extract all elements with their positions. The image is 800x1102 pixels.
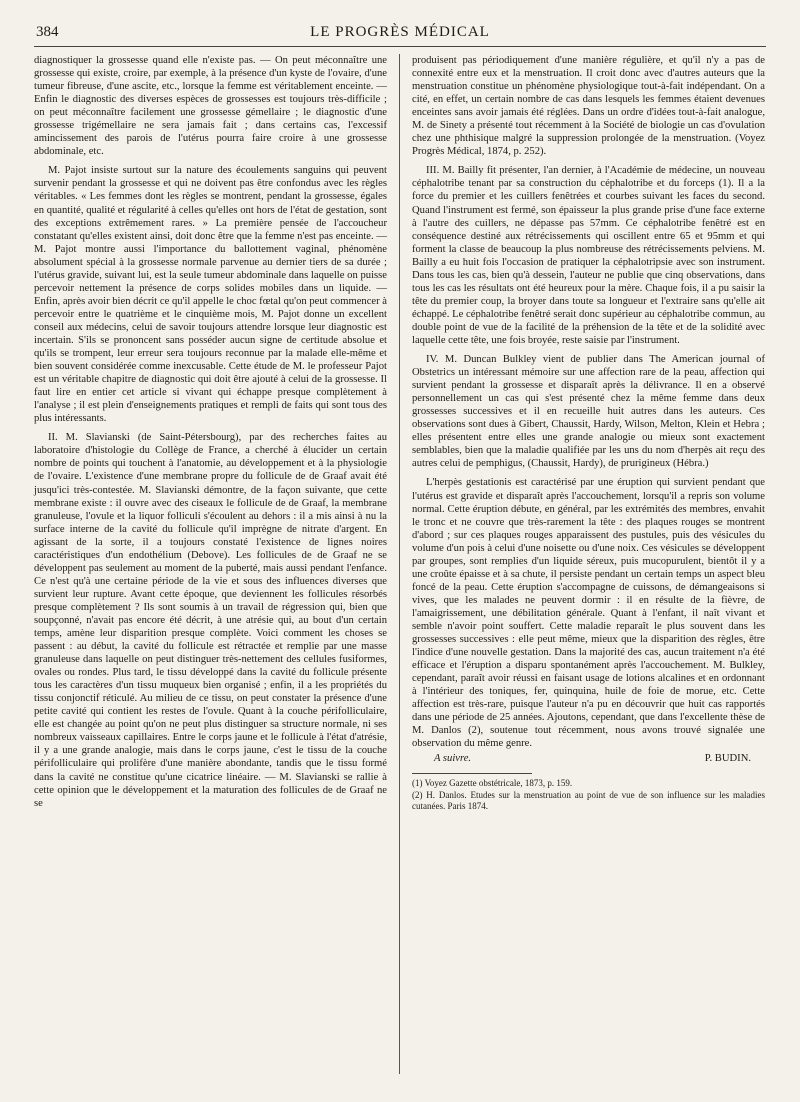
to-be-continued: A suivre. <box>434 753 472 765</box>
footnote-rule <box>412 773 532 774</box>
paragraph: IV. M. Duncan Bulkley vient de publier dans The American journal of Obstetrics un intéressant mémoire sur une affection rare de la peau, affection qui survient pendant la grossesse et disparaît après la délivrance. Il en a observé personnellement un cas qui s'est présenté chez la même femme dans deux grossesses successives et il en recueille huit autres dans les auteurs. Ces observations sont dues à Gibert, Chaussit, Hardy, Wilson, Melton, Klein et Hebra ; elles présentent entre elles une grande analogie ou mieux sont exactement semblables, bien que la maladie qualifiée par les uns du nom d'herpès ait reçu des autres celui de pemphigus, (Chaussit, Hardy), de prurigineux (Hébra.) <box>412 354 765 470</box>
paragraph: III. M. Bailly fit présenter, l'an dernier, à l'Académie de médecine, un nouveau céphalotribe tenant par sa construction du céphalotribe et du forceps (1). Il a la force du premier et les cuillers fenêtrées et courbes suivant les faces du second. Quand l'instrument est fermé, son épaisseur la plus grande prise d'une face externe à l'autre des cuillers, ne dépasse pas 57mm. Ce céphalotribe fenêtré est en conséquence destiné aux rétrécissements qui oscillent entre 65 et 95mm et qui forment la classe de beaucoup la plus nombreuse des rétrécissements pelviens. M. Bailly a eu huit fois l'occasion de pratiquer la céphalotripsie avec son instrument. Dans tous les cas, bien qu'à dessein, l'auteur ne publie que cinq observations, dans tous les cas les résultats ont été heureux pour la mère. Chaque fois, il a pu saisir la tête du premier coup, la broyer dans toute sa longueur et l'extraire sans qu'elle ait échappé. Le céphalotribe fenêtré serait donc supérieur au céphalotribe commun, au double point de vue de la facilité de la préhension de la tête et de la solidité avec laquelle cette tête, une fois broyée, reste saisie par l'instrument. <box>412 165 765 346</box>
paragraph: II. M. Slavianski (de Saint-Pétersbourg), par des recherches faites au laboratoire d'histologie du Collège de France, a cherché à élucider un certain nombre de points qui touchent à l'anatomie, au développement et à la physiologie de l'ovaire. L'existence d'une membrane propre du follicule de de Graaf avait été jusqu'ici très-contestée. M. Slavianski démontre, de la façon suivante, que cette membrane existe : il ouvre avec des ciseaux le follicule de de Graaf, la membrane granuleuse, l'ovule et la liquor folliculi s'écoulent au dehors : il a mis ainsi à nu la surface interne de la cavité du follicule qu'il imprègne de nitrate d'argent. En agissant de la sorte, il a toujours constaté l'existence de lignes noires caractéristiques d'un endothélium (Debove). Les follicules de de Graaf ne se développent pas seulement au moment de la puberté, mais aussi pendant l'enfance. Ce n'est qu'à une certaine période de la vie et sous des influences diverses que survient leur rupture. Avant cette époque, que deviennent les follicules résorbés presque complètement ? Ils sont soumis à un travail de régression qui, bien que soupçonné, n'avait pas encore été décrit, à une atrésie qui, au bout d'un certain temps, amène leur disparition presque complète. Voici comment les choses se passent : au début, la cavité du follicule est rétractée et remplie par une masse granuleuse dans laquelle on peut distinguer très-nettement des cellules fusiformes, ovales ou rondes. Plus tard, le tissu développé dans la cavité du follicule présente tous les caractères d'un tissu muqueux bien organisé ; enfin, il a les propriétés du tissu conjonctif réticulé. Au milieu de ce tissu, on peut constater la présence d'une petite cavité qui contient les restes de l'ovule. Quant à la couche périfolliculaire, elle est changée au point qu'on ne peut plus distinguer sa structure normale, ni ses nombreux vaisseaux capillaires. Entre le corps jaune et le follicule à l'état d'atrésie, il y a une grande analogie, mais dans le corps jaune, c'est le tissu de la couche périfolliculaire qui prolifère d'une manière abondante, tandis que le tissu formé dans la cavité ne constitue qu'une cicatrice linéaire. — M. Slavianski se rallie à cette opinion que le développement et la maturation des follicules de de Graaf ne se <box>34 432 387 809</box>
right-column <box>412 54 765 813</box>
column-divider <box>399 54 400 1074</box>
paragraph: L'herpès gestationis est caractérisé par une éruption qui survient pendant que l'utérus est gravide et disparaît après l'accouchement, lorsqu'il a repris son volume normal. Cette éruption débute, en général, par les extrémités des membres, envahit le tronc et ne couvre que très-rarement la tête : des plaques rouges se montrent d'abord ; sur ces plaques rouges apparaissent des pustules, puis des vésicules du volume d'un pois à celui d'une noisette ou d'une noix. Ces vésicules se développent par groupes, sont remplies d'un liquide séreux, puis mucopurulent, bientôt il y a une croûte épaisse et à sa chute, il persiste pendant un certain temps un aspect bleu foncé de la peau. Cette éruption s'accompagne de cuissons, de démangeaisons si vives, que les malades ne peuvent dormir : il en résulte de la fièvre, de l'amaigrissement, une débilitation générale. Quant à l'enfant, il naît vivant et semble n'avoir point souffert. Cette maladie reparaît le plus souvent dans les grossesses successives : elle peut même, mieux que la disparition des règles, être l'indice d'une nouvelle gestation. Dans la majorité des cas, aucun traitement n'a été efficace et l'éruption a disparu spontanément après l'accouchement. M. Bulkley, cependant, paraît avoir réussi en faisant usage de lotions alcalines et en ordonnant à l'intérieur des toniques, fer, quinquina, huile de foie de morue, etc. Cette affection est très-rare, puisque l'auteur n'a pu en découvrir que huit cas rapportés dans une période de 25 années. Ajoutons, cependant, que dans l'excellente thèse de M. Danlos (2), soutenue tout récemment, nous avons trouvé signalée une observation du même genre. <box>412 477 765 750</box>
paragraph: diagnostiquer la grossesse quand elle n'existe pas. — On peut méconnaître une grossesse qui existe, croire, par exemple, à la présence d'un kyste de l'ovaire, d'une tumeur fibreuse, d'une ascite, etc., lorsque la femme est véritablement enceinte. — Enfin le diagnostic des diverses espèces de grossesses est toujours très-difficile ; on peut méconnaître facilement une grossesse gémellaire ; le diagnostic d'une grossesse trigémellaire ne sera jamais fait ; dans certains cas, l'excessif amincissement des parois de l'utérus pourra faire croire à une grossesse abdominale, etc. <box>34 55 387 158</box>
left-column <box>34 54 387 810</box>
paragraph: produisent pas périodiquement d'une manière régulière, et qu'il n'y a pas de connexité entre eux et la menstruation. Il croit donc avec d'autres auteurs que la menstruation constitue un phénomène physiologique tout-à-fait indépendant. On a cité, en effet, un certain nombre de cas dans lesquels les femmes étaient devenues enceintes sans avoir jamais été réglées. Dans un ordre d'idées tout-à-fait analogue, M. de Sinety a présenté tout récemment à la Société de biologie un cas d'ovulation chez une phthisique malgré la suppression prolongée de la menstruation. (Voyez Progrès Médical, 1874, p. 252). <box>412 55 765 158</box>
signature-line <box>412 752 765 765</box>
page-number: 384 <box>36 24 59 40</box>
running-title: LE PROGRÈS MÉDICAL <box>310 24 490 40</box>
paragraph: M. Pajot insiste surtout sur la nature des écoulements sanguins qui peuvent survenir pendant la grossesse et qui ne doivent pas être confondus avec les règles véritables. « Les femmes dont les règles se montrent, pendant la grossesse, égales en quantité, qualité et régularité à celles qu'elles ont hors de l'état de gestation, sont des exceptions extrêmement rares. » La première pensée de l'accoucheur constatant qu'elles existent ainsi, doit donc être que la femme n'est pas enceinte. — M. Pajot montre aussi l'importance du ballottement vaginal, phénomène absolument spécial à la grossesse normale parvenue au dernier tiers de sa durée ; l'utérus gravide, suivant lui, est la seule tumeur abdominale dans laquelle on puisse percevoir nettement la présence de corps solides mobiles dans un liquide. — Enfin, après avoir bien décrit ce qu'il appelle le choc fœtal qu'on peut commencer à percevoir entre le quatrième et le cinquième mois, M. Pajot donne un excellent conseil aux médecins, celui de savoir toujours attendre lorsque leur diagnostic est incertain. S'ils se prononcent sans posséder aucun signe de certitude absolue et qu'ils se trompent, leur erreur sera toujours reconnue par la malade elle-même et bien souvent considérée comme inexcusable. Cette étude de M. le professeur Pajot est un véritable chapitre de diagnostic qui doit être ajouté à celui de la grossesse. Il faut lire en entier cet article si vivant qui échappe presque complètement à l'analyse ; il est plein d'enseignements pratiques et rempli de faits qui sont tous des plus intéressants. <box>34 165 387 425</box>
footnote: (1) Voyez Gazette obstétricale, 1873, p. 159. <box>412 778 573 789</box>
header-rule <box>34 46 766 47</box>
author-signature: P. BUDIN. <box>704 753 751 765</box>
footnote: (2) H. Danlos. Etudes sur la menstruation au point de vue de son influence sur les maladies cutanées. Paris 1874. <box>412 789 765 812</box>
